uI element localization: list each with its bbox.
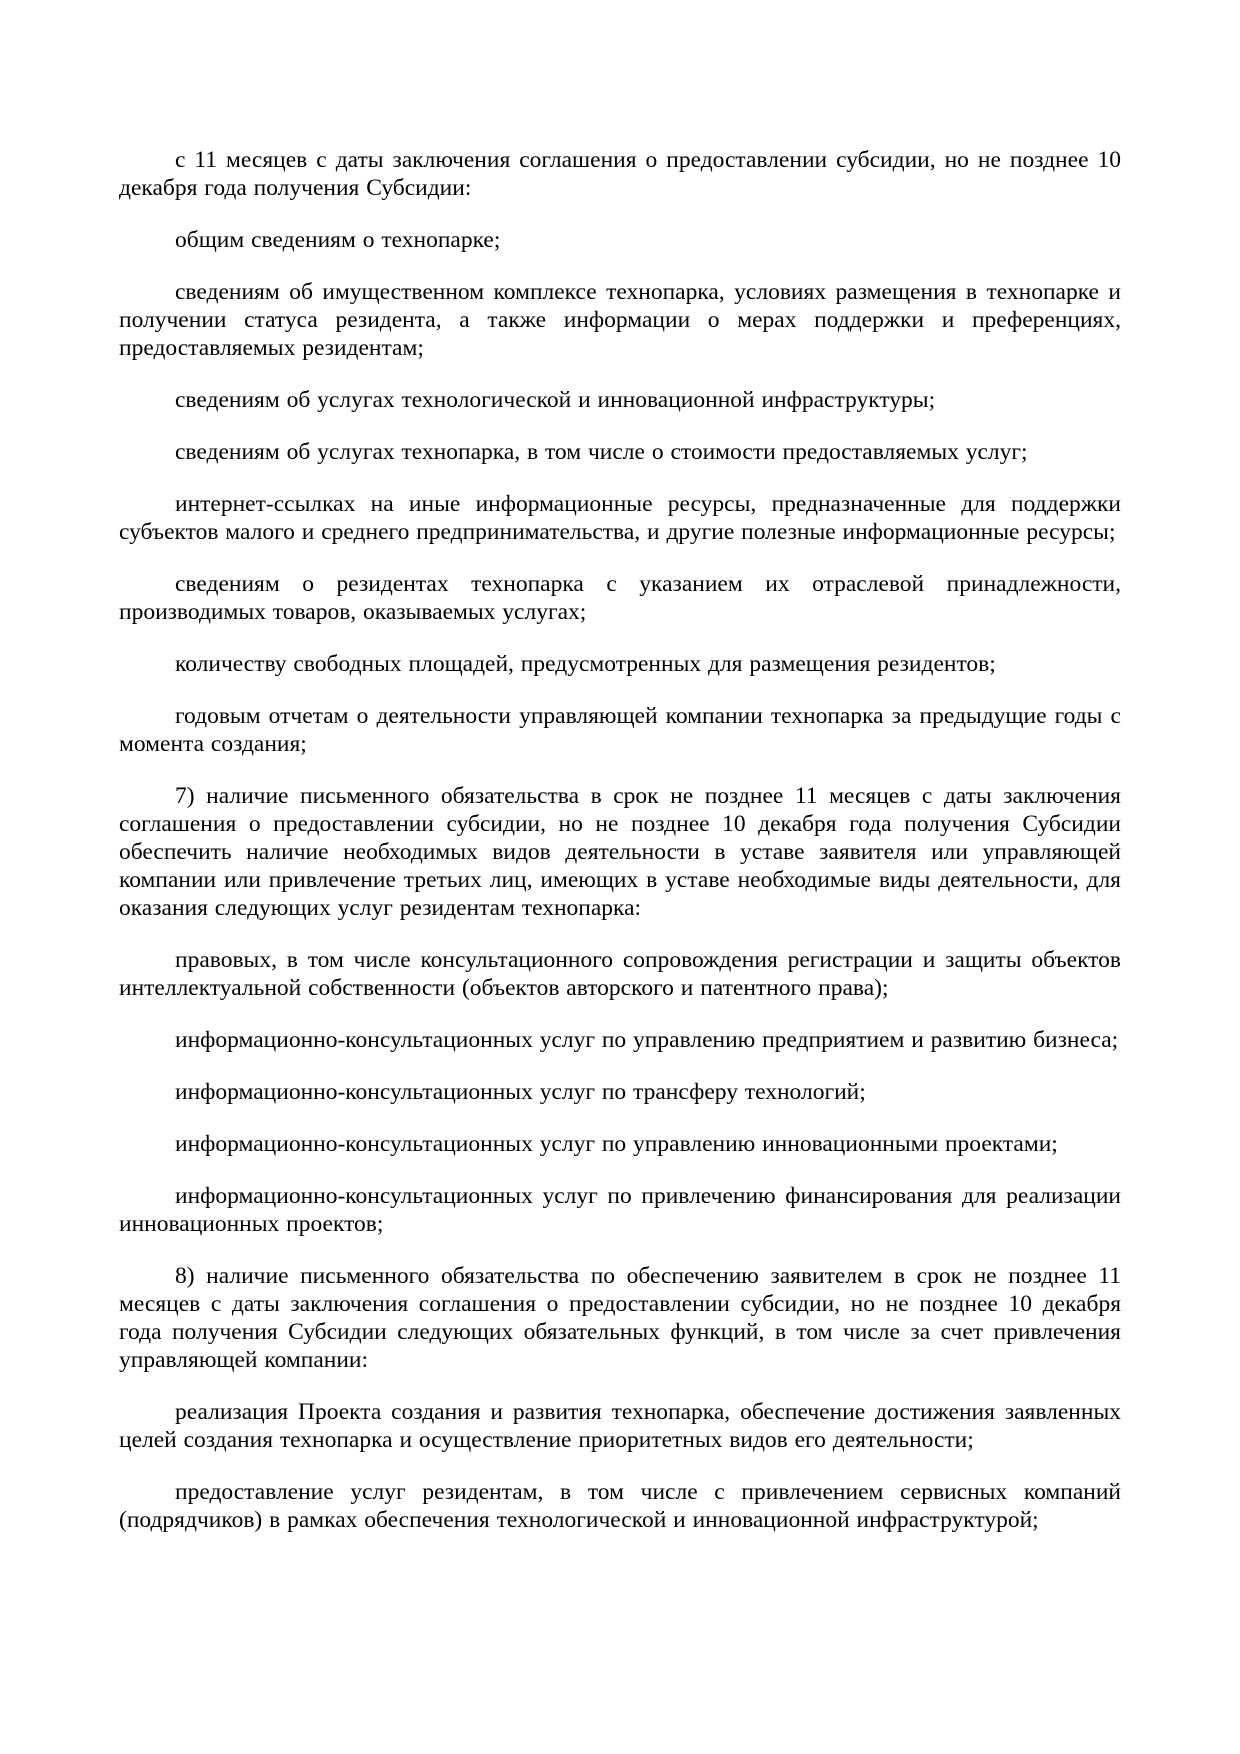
paragraph: сведениям о резидентах технопарка с указанием их отраслевой принадлежности, производимых товаров, оказываемых услугах; xyxy=(119,571,1121,625)
paragraph: правовых, в том числе консультационного сопровождения регистрации и защиты объектов интеллектуальной собственности (объектов авторского и патентного права); xyxy=(119,947,1121,1001)
paragraph: годовым отчетам о деятельности управляющей компании технопарка за предыдущие годы с момента создания; xyxy=(119,703,1121,757)
paragraph: информационно-консультационных услуг по управлению предприятием и развитию бизнеса; xyxy=(175,1027,1119,1053)
paragraph: предоставление услуг резидентам, в том числе с привлечением сервисных компаний (подрядчиков) в рамках обеспечения технологической и инновационной инфраструктурой; xyxy=(119,1479,1121,1533)
paragraph: интернет-ссылках на иные информационные ресурсы, предназначенные для поддержки субъектов малого и среднего предпринимательства, и другие полезные информационные ресурсы; xyxy=(119,491,1121,545)
paragraph: информационно-консультационных услуг по трансферу технологий; xyxy=(175,1079,866,1105)
paragraph: реализация Проекта создания и развития технопарка, обеспечение достижения заявленных целей создания технопарка и осуществление приоритетных видов его деятельности; xyxy=(119,1399,1121,1453)
paragraph: сведениям об услугах технопарка, в том числе о стоимости предоставляемых услуг; xyxy=(175,439,1028,465)
paragraph: с 11 месяцев с даты заключения соглашения о предоставлении субсидии, но не позднее 10 декабря года получения Субсидии: xyxy=(119,147,1121,201)
paragraph: количеству свободных площадей, предусмотренных для размещения резидентов; xyxy=(175,651,996,677)
paragraph: информационно-консультационных услуг по управлению инновационными проектами; xyxy=(175,1131,1058,1157)
paragraph: сведениям об имущественном комплексе технопарка, условиях размещения в технопарке и получении статуса резидента, а также информации о мерах поддержки и преференциях, предоставляемых резидентам; xyxy=(119,279,1121,361)
paragraph: сведениям об услугах технологической и инновационной инфраструктуры; xyxy=(175,387,936,413)
paragraph: общим сведениям о технопарке; xyxy=(175,227,501,253)
paragraph: информационно-консультационных услуг по привлечению финансирования для реализации инновационных проектов; xyxy=(119,1183,1121,1237)
paragraph: 8) наличие письменного обязательства по обеспечению заявителем в срок не позднее 11 месяцев с даты заключения соглашения о предоставлении субсидии, но не позднее 10 декабря года получения Субсидии следующих обязательных функций, в том числе за счет привлечения управляющей компании: xyxy=(119,1263,1121,1373)
paragraph: 7) наличие письменного обязательства в срок не позднее 11 месяцев с даты заключения соглашения о предоставлении субсидии, но не позднее 10 декабря года получения Субсидии обеспечить наличие необходимых видов деятельности в уставе заявителя или управляющей компании или привлечение третьих лиц, имеющих в уставе необходимые виды деятельности, для оказания следующих услуг резидентам технопарка: xyxy=(119,783,1121,921)
